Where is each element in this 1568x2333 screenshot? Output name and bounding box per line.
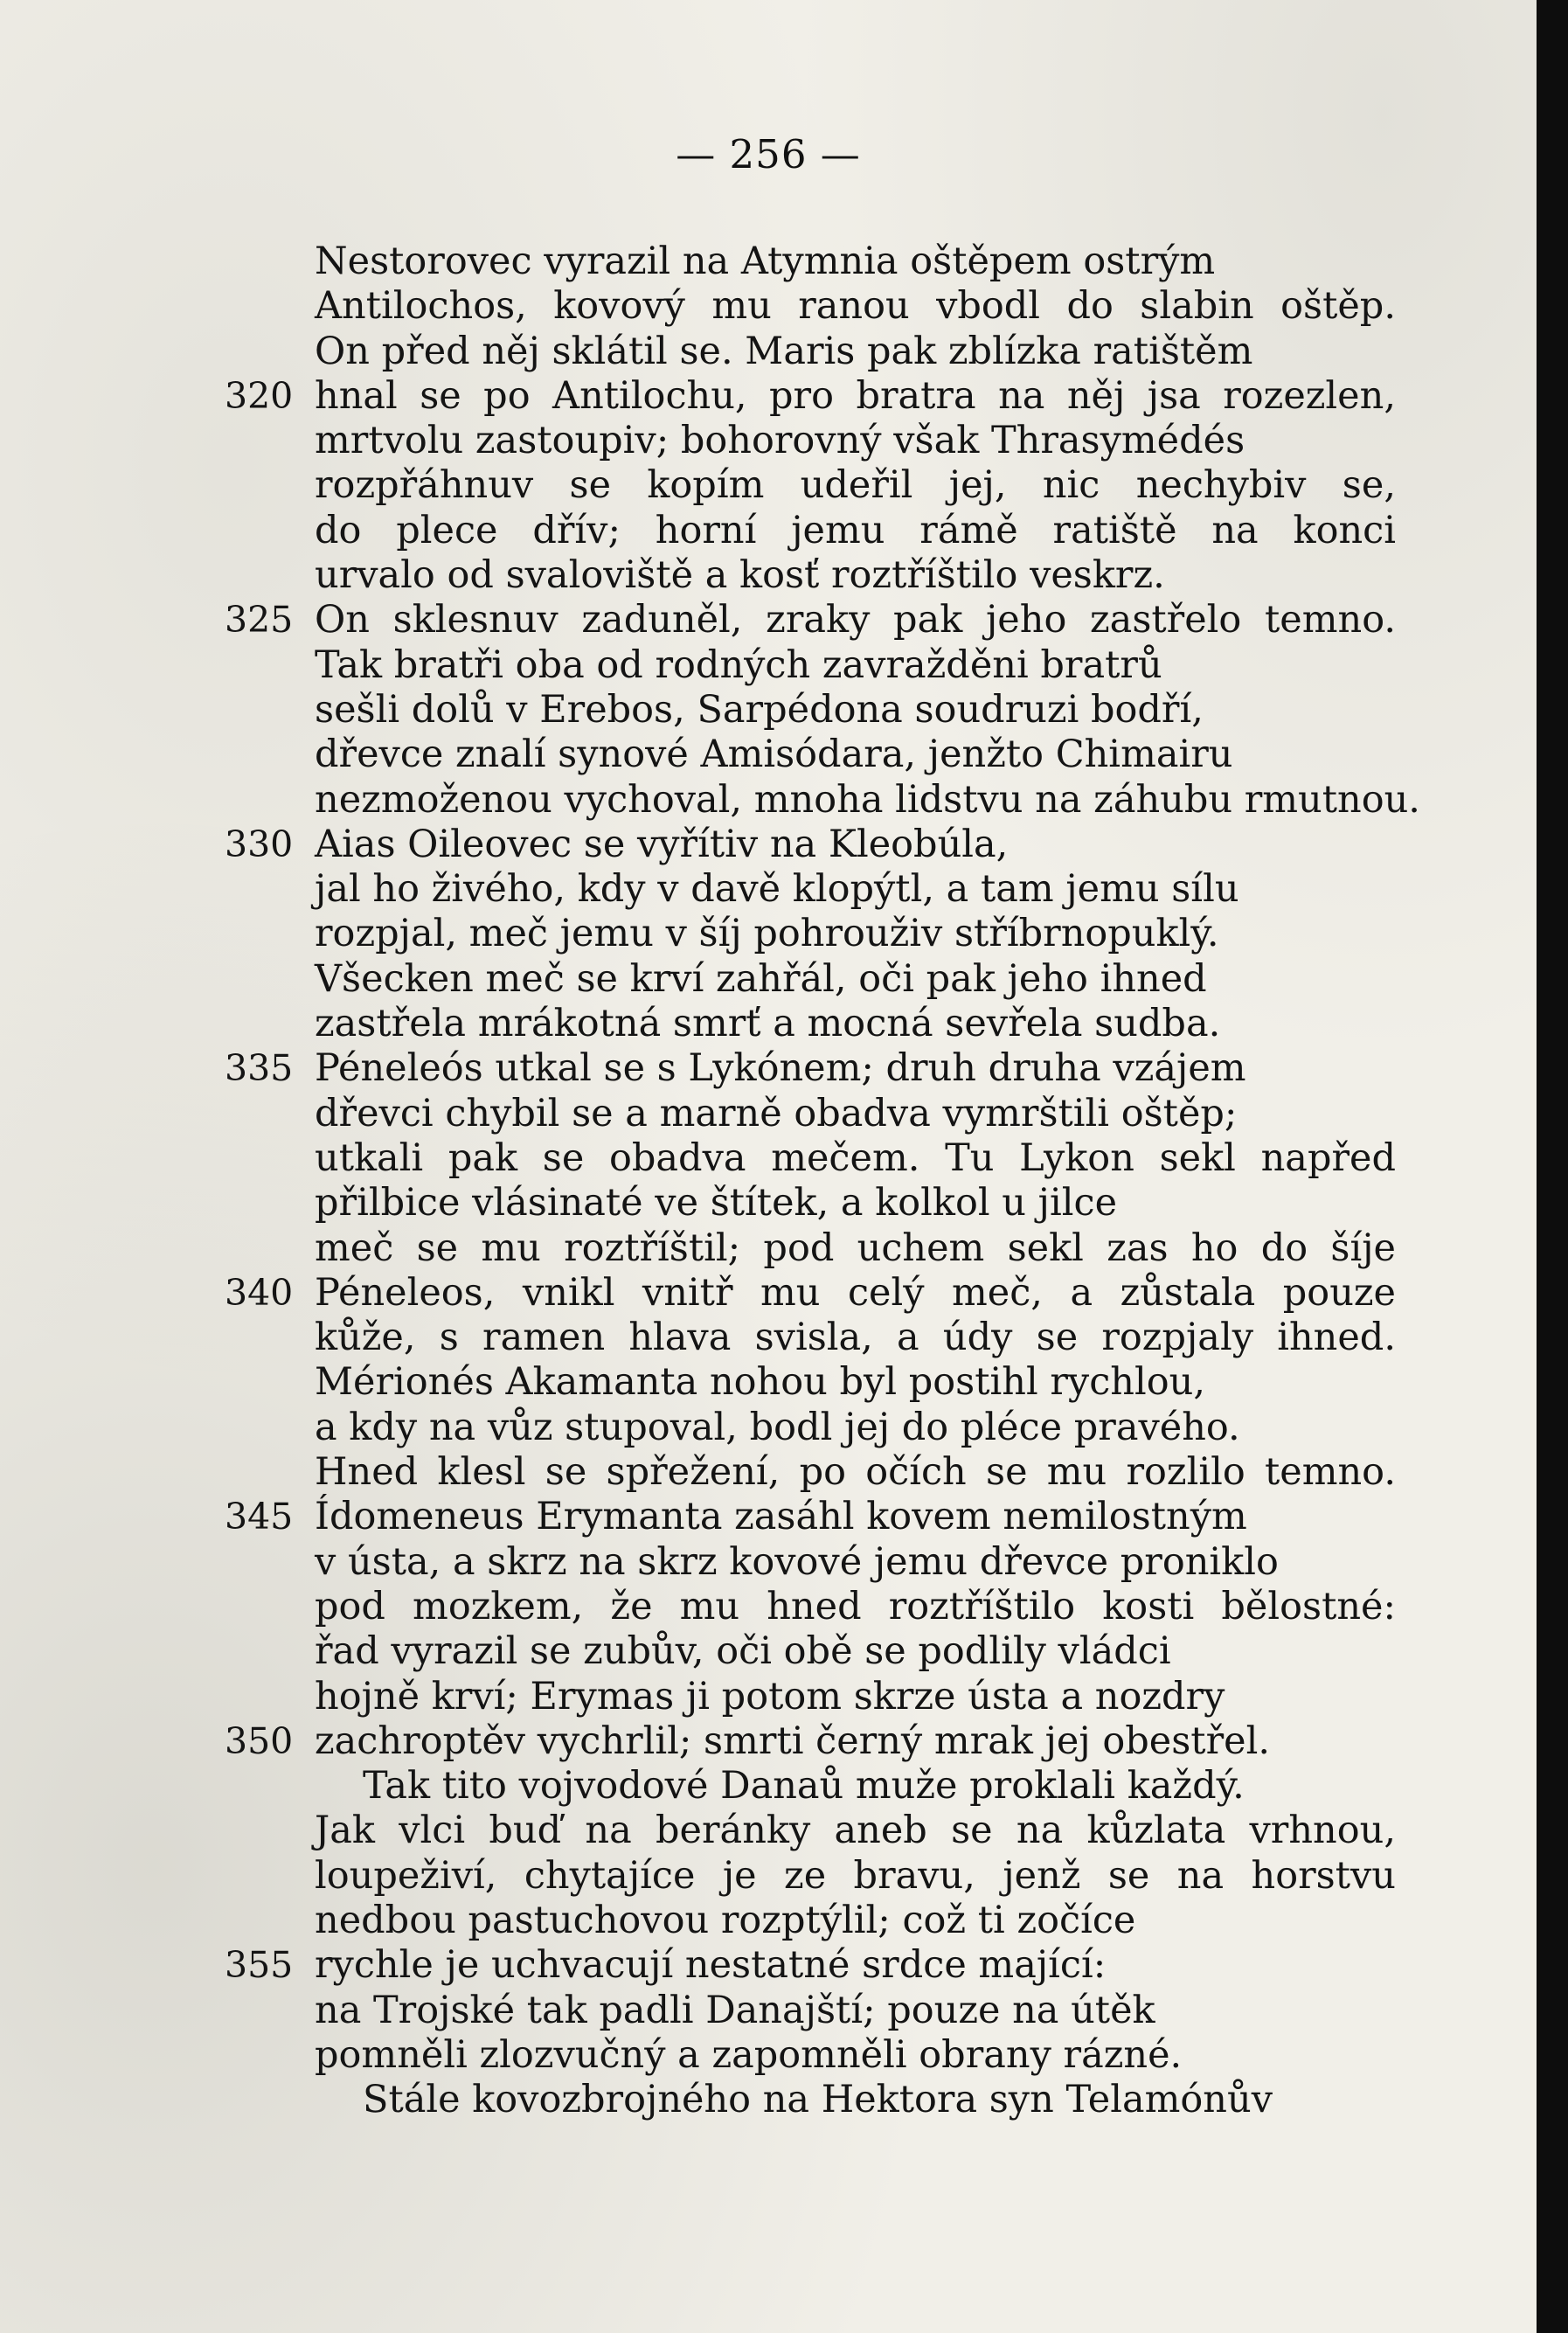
- verse-line: [225, 330, 1396, 374]
- line-number: 345: [225, 1496, 294, 1538]
- line-text: Hned klesl se spřežení, po očích se mu rozlilo temno.: [315, 1450, 1396, 1495]
- verse-line: [225, 823, 1396, 867]
- line-text: a kdy na vůz stupoval, bodl jej do pléce pravého.: [315, 1405, 1240, 1449]
- line-text: Antilochos, kovový mu ranou vbodl do slabin oštěp.: [315, 284, 1396, 329]
- verse-line: [225, 1675, 1396, 1719]
- line-text: Aias Oileovec se vyřítiv na Kleobúla,: [315, 822, 1009, 866]
- verse-line: [225, 1540, 1396, 1585]
- verse-line: [225, 463, 1396, 508]
- page-edge-shadow: [1537, 0, 1568, 2333]
- line-text: rozpřáhnuv se kopím udeřil jej, nic nechybiv se,: [315, 463, 1396, 508]
- verse-line: [225, 957, 1396, 1002]
- verse-line: [225, 374, 1396, 419]
- line-text: Tak bratři oba od rodných zavražděni bratrů: [315, 642, 1162, 687]
- verse-line: [225, 1002, 1396, 1046]
- verse-line: [225, 1316, 1396, 1360]
- line-text: On před něj sklátil se. Maris pak zblízka ratištěm: [315, 329, 1253, 373]
- line-text: přilbice vlásinaté ve štítek, a kolkol u jilce: [315, 1181, 1118, 1226]
- line-text: pod mozkem, že mu hned roztříštilo kosti bělostné:: [315, 1584, 1396, 1628]
- line-number: 340: [225, 1271, 294, 1314]
- verse-line: [225, 1046, 1396, 1091]
- verse-line: [225, 1406, 1396, 1450]
- line-text: do plece dřív; horní jemu rámě ratiště na konci: [315, 508, 1396, 552]
- line-text: dřevci chybil se a marně obadva vymrštili oštěp;: [315, 1091, 1238, 1135]
- line-text: jal ho živého, kdy v davě klopýtl, a tam jemu sílu: [315, 867, 1239, 912]
- line-text: na Trojské tak padli Danajští; pouze na útěk: [315, 1988, 1155, 2032]
- line-text: Tak tito vojvodové Danaů muže proklali každý.: [363, 1764, 1245, 1809]
- line-text: kůže, s ramen hlava svisla, a údy se rozpjaly ihned.: [315, 1316, 1396, 1360]
- line-text: Péneleós utkal se s Lykónem; druh druha vzájem: [315, 1046, 1246, 1091]
- verse-line: [225, 688, 1396, 733]
- verse-line: [225, 1764, 1396, 1809]
- line-text: v ústa, a skrz na skrz kovové jemu dřevce proniklo: [315, 1539, 1279, 1584]
- verse-line: [225, 1809, 1396, 1853]
- line-text: rychle je uchvacují nestatné srdce mající:: [315, 1943, 1107, 1988]
- line-number: 325: [225, 599, 294, 642]
- verse-line: [225, 1989, 1396, 2033]
- line-text: Ídomeneus Erymanta zasáhl kovem nemilostným: [315, 1495, 1247, 1539]
- verse-line: [225, 1271, 1396, 1316]
- verse-line: [225, 1899, 1396, 1943]
- line-text: utkali pak se obadva mečem. Tu Lykon sekl napřed: [315, 1135, 1396, 1180]
- line-text: nezmoženou vychoval, mnoha lidstvu na záhubu rmutnou.: [315, 777, 1420, 822]
- verse-line: [225, 1854, 1396, 1899]
- line-text: Nestorovec vyrazil na Atymnia oštěpem ostrým: [315, 240, 1216, 283]
- verse-line: [225, 1360, 1396, 1405]
- line-text: loupeživí, chytajíce je ze bravu, jenž se na horstvu: [315, 1853, 1396, 1898]
- line-text: Mérionés Akamanta nohou byl postihl rychlou,: [315, 1360, 1206, 1405]
- line-text: rozpjal, meč jemu v šíj pohrouživ stříbrnopuklý.: [315, 912, 1219, 956]
- verse-line: [225, 1943, 1396, 1988]
- verse-line: [225, 1450, 1396, 1495]
- line-text: zastřela mrákotná smrť a mocná sevřela sudba.: [315, 1002, 1221, 1046]
- line-text: sešli dolů v Erebos, Sarpédona soudruzi bodří,: [315, 687, 1204, 732]
- line-text: Všecken meč se krví zahřál, oči pak jeho ihned: [315, 956, 1207, 1001]
- line-number: 330: [225, 823, 294, 865]
- line-number: 350: [225, 1719, 294, 1762]
- verse-line: [225, 1719, 1396, 1764]
- verse-line: [225, 1495, 1396, 1539]
- line-text: meč se mu roztříštil; pod uchem sekl zas ho do šíje: [315, 1226, 1396, 1270]
- line-text: dřevce znalí synové Amisódara, jenžto Chimairu: [315, 733, 1233, 777]
- line-number: 335: [225, 1047, 294, 1090]
- verse-line: [225, 912, 1396, 956]
- verse-line: [225, 553, 1396, 598]
- verse-line: [225, 733, 1396, 777]
- verse-line: [225, 1629, 1396, 1674]
- verse-line: [225, 598, 1396, 642]
- line-text: řad vyrazil se zubův, oči obě se podlily vládci: [315, 1629, 1171, 1674]
- line-text: Stále kovozbrojného na Hektora syn Telamónův: [363, 2078, 1273, 2122]
- line-text: hojně krví; Erymas ji potom skrze ústa a nozdry: [315, 1674, 1225, 1719]
- line-number: 355: [225, 1944, 294, 1987]
- verse-line: [225, 419, 1396, 463]
- verse-line: [225, 1092, 1396, 1136]
- line-text: zachroptěv vychrlil; smrti černý mrak jej obestřel.: [315, 1719, 1270, 1763]
- verse-line: [225, 2033, 1396, 2078]
- page-number: — 256 —: [676, 131, 861, 177]
- verse-line: [225, 643, 1396, 688]
- line-text: hnal se po Antilochu, pro bratra na něj jsa rozezlen,: [315, 373, 1396, 418]
- verse-text: [225, 240, 1420, 2122]
- verse-line: [225, 1585, 1396, 1629]
- verse-line: [225, 867, 1396, 912]
- line-text: urvalo od svaloviště a kosť roztříštilo veskrz.: [315, 553, 1165, 598]
- verse-line: [225, 777, 1420, 823]
- verse-line: [225, 1226, 1396, 1271]
- line-text: pomněli zlozvučný a zapomněli obrany rázné.: [315, 2032, 1183, 2077]
- verse-line: [225, 1181, 1396, 1226]
- verse-line: [225, 240, 1396, 284]
- verse-line: [225, 284, 1396, 329]
- line-text: Jak vlci buď na beránky aneb se na kůzlata vrhnou,: [315, 1809, 1396, 1853]
- line-text: mrtvolu zastoupiv; bohorovný však Thrasymédés: [315, 419, 1245, 463]
- line-text: Péneleos, vnikl vnitř mu celý meč, a zůstala pouze: [315, 1270, 1396, 1315]
- verse-line: [225, 1136, 1396, 1181]
- line-text: nedbou pastuchovou rozptýlil; což ti zočíce: [315, 1898, 1136, 1942]
- line-number: 320: [225, 374, 294, 417]
- verse-line: [225, 509, 1396, 553]
- line-text: On sklesnuv zaduněl, zraky pak jeho zastřelo temno.: [315, 598, 1396, 642]
- verse-line: [225, 2078, 1396, 2122]
